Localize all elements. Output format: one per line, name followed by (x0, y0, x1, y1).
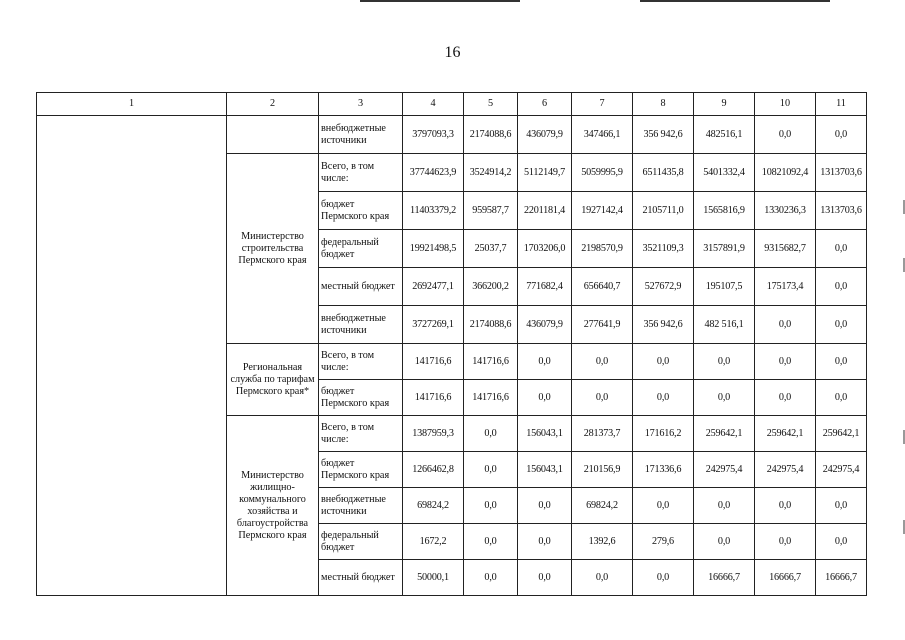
header-row (37, 93, 867, 116)
value-cell-col-4: 141716,6 (403, 380, 464, 416)
value-cell-col-4: 3727269,1 (403, 306, 464, 344)
value-cell-col-4: 11403379,2 (403, 192, 464, 230)
value-cell-col-6: 156043,1 (518, 416, 572, 452)
value-cell-col-5: 3524914,2 (464, 154, 518, 192)
organization-cell: Региональная служба по тарифам Пермского края* (227, 344, 319, 416)
value-cell-col-5: 366200,2 (464, 268, 518, 306)
value-cell-col-7: 210156,9 (572, 452, 633, 488)
value-cell-col-4: 1387959,3 (403, 416, 464, 452)
column-number-7: 7 (572, 93, 633, 116)
value-cell-col-11: 0,0 (816, 306, 867, 344)
value-cell-col-9: 16666,7 (694, 560, 755, 596)
value-cell-col-8: 0,0 (633, 344, 694, 380)
program-name-cell (37, 116, 227, 596)
value-cell-col-8: 279,6 (633, 524, 694, 560)
value-cell-col-6: 0,0 (518, 488, 572, 524)
column-number-8: 8 (633, 93, 694, 116)
value-cell-col-5: 0,0 (464, 488, 518, 524)
column-number-4: 4 (403, 93, 464, 116)
organization-cell: Министерство строительства Пермского края (227, 154, 319, 344)
value-cell-col-5: 141716,6 (464, 380, 518, 416)
column-number-6: 6 (518, 93, 572, 116)
value-cell-col-11: 242975,4 (816, 452, 867, 488)
page-number: 16 (444, 44, 461, 61)
organization-cell (227, 116, 319, 154)
top-rule-left (360, 0, 520, 2)
value-cell-col-10: 259642,1 (755, 416, 816, 452)
value-cell-col-6: 1703206,0 (518, 230, 572, 268)
value-cell-col-4: 19921498,5 (403, 230, 464, 268)
funding-source-label: Всего, в том числе: (319, 154, 403, 192)
value-cell-col-9: 0,0 (694, 344, 755, 380)
value-cell-col-4: 1672,2 (403, 524, 464, 560)
value-cell-col-9: 0,0 (694, 380, 755, 416)
value-cell-col-7: 0,0 (572, 560, 633, 596)
value-cell-col-9: 259642,1 (694, 416, 755, 452)
value-cell-col-8: 0,0 (633, 560, 694, 596)
value-cell-col-4: 3797093,3 (403, 116, 464, 154)
value-cell-col-11: 0,0 (816, 488, 867, 524)
value-cell-col-10: 0,0 (755, 306, 816, 344)
value-cell-col-9: 242975,4 (694, 452, 755, 488)
value-cell-col-9: 482 516,1 (694, 306, 755, 344)
value-cell-col-5: 0,0 (464, 416, 518, 452)
value-cell-col-5: 0,0 (464, 524, 518, 560)
value-cell-col-9: 0,0 (694, 524, 755, 560)
value-cell-col-4: 37744623,9 (403, 154, 464, 192)
organization-cell: Министерство жилищно-коммунального хозяйства и благоустройства Пермского края (227, 416, 319, 596)
funding-source-label: бюджет Пермского края (319, 452, 403, 488)
value-cell-col-8: 356 942,6 (633, 306, 694, 344)
value-cell-col-9: 0,0 (694, 488, 755, 524)
column-number-1: 1 (37, 93, 227, 116)
value-cell-col-9: 1565816,9 (694, 192, 755, 230)
value-cell-col-6: 0,0 (518, 344, 572, 380)
value-cell-col-10: 0,0 (755, 524, 816, 560)
value-cell-col-6: 771682,4 (518, 268, 572, 306)
value-cell-col-7: 69824,2 (572, 488, 633, 524)
value-cell-col-7: 277641,9 (572, 306, 633, 344)
value-cell-col-9: 5401332,4 (694, 154, 755, 192)
value-cell-col-11: 0,0 (816, 344, 867, 380)
value-cell-col-5: 0,0 (464, 560, 518, 596)
value-cell-col-7: 347466,1 (572, 116, 633, 154)
funding-source-label: бюджет Пермского края (319, 380, 403, 416)
value-cell-col-10: 0,0 (755, 380, 816, 416)
value-cell-col-10: 175173,4 (755, 268, 816, 306)
value-cell-col-7: 656640,7 (572, 268, 633, 306)
budget-table (36, 92, 867, 596)
value-cell-col-10: 1330236,3 (755, 192, 816, 230)
value-cell-col-6: 0,0 (518, 560, 572, 596)
value-cell-col-11: 16666,7 (816, 560, 867, 596)
value-cell-col-4: 1266462,8 (403, 452, 464, 488)
value-cell-col-10: 0,0 (755, 488, 816, 524)
column-number-9: 9 (694, 93, 755, 116)
value-cell-col-11: 0,0 (816, 116, 867, 154)
value-cell-col-4: 2692477,1 (403, 268, 464, 306)
funding-source-label: Всего, в том числе: (319, 344, 403, 380)
value-cell-col-10: 16666,7 (755, 560, 816, 596)
value-cell-col-5: 2174088,6 (464, 306, 518, 344)
funding-source-label: федеральный бюджет (319, 524, 403, 560)
funding-source-label: местный бюджет (319, 268, 403, 306)
value-cell-col-7: 1392,6 (572, 524, 633, 560)
value-cell-col-11: 1313703,6 (816, 192, 867, 230)
value-cell-col-10: 242975,4 (755, 452, 816, 488)
value-cell-col-5: 141716,6 (464, 344, 518, 380)
value-cell-col-5: 25037,7 (464, 230, 518, 268)
column-number-2: 2 (227, 93, 319, 116)
funding-source-label: местный бюджет (319, 560, 403, 596)
column-number-11: 11 (816, 93, 867, 116)
value-cell-col-5: 959587,7 (464, 192, 518, 230)
funding-source-label: внебюджетные источники (319, 306, 403, 344)
value-cell-col-6: 436079,9 (518, 306, 572, 344)
top-rule-right (640, 0, 830, 2)
value-cell-col-8: 171336,6 (633, 452, 694, 488)
value-cell-col-11: 0,0 (816, 230, 867, 268)
value-cell-col-9: 3157891,9 (694, 230, 755, 268)
value-cell-col-6: 0,0 (518, 380, 572, 416)
value-cell-col-8: 6511435,8 (633, 154, 694, 192)
column-number-3: 3 (319, 93, 403, 116)
value-cell-col-4: 141716,6 (403, 344, 464, 380)
value-cell-col-11: 259642,1 (816, 416, 867, 452)
value-cell-col-8: 0,0 (633, 380, 694, 416)
value-cell-col-7: 5059995,9 (572, 154, 633, 192)
value-cell-col-4: 69824,2 (403, 488, 464, 524)
value-cell-col-8: 527672,9 (633, 268, 694, 306)
funding-source-label: внебюджетные источники (319, 116, 403, 154)
value-cell-col-10: 0,0 (755, 116, 816, 154)
value-cell-col-6: 436079,9 (518, 116, 572, 154)
value-cell-col-8: 3521109,3 (633, 230, 694, 268)
funding-source-label: внебюджетные источники (319, 488, 403, 524)
value-cell-col-8: 356 942,6 (633, 116, 694, 154)
value-cell-col-11: 0,0 (816, 380, 867, 416)
value-cell-col-5: 0,0 (464, 452, 518, 488)
value-cell-col-8: 0,0 (633, 488, 694, 524)
value-cell-col-8: 2105711,0 (633, 192, 694, 230)
value-cell-col-7: 0,0 (572, 344, 633, 380)
value-cell-col-10: 0,0 (755, 344, 816, 380)
value-cell-col-7: 2198570,9 (572, 230, 633, 268)
funding-source-label: бюджет Пермского края (319, 192, 403, 230)
value-cell-col-6: 5112149,7 (518, 154, 572, 192)
value-cell-col-11: 1313703,6 (816, 154, 867, 192)
value-cell-col-6: 0,0 (518, 524, 572, 560)
value-cell-col-9: 482516,1 (694, 116, 755, 154)
column-number-10: 10 (755, 93, 816, 116)
value-cell-col-11: 0,0 (816, 268, 867, 306)
value-cell-col-10: 10821092,4 (755, 154, 816, 192)
value-cell-col-5: 2174088,6 (464, 116, 518, 154)
value-cell-col-7: 1927142,4 (572, 192, 633, 230)
value-cell-col-11: 0,0 (816, 524, 867, 560)
value-cell-col-7: 281373,7 (572, 416, 633, 452)
value-cell-col-6: 2201181,4 (518, 192, 572, 230)
value-cell-col-4: 50000,1 (403, 560, 464, 596)
funding-source-label: федеральный бюджет (319, 230, 403, 268)
value-cell-col-9: 195107,5 (694, 268, 755, 306)
value-cell-col-10: 9315682,7 (755, 230, 816, 268)
value-cell-col-8: 171616,2 (633, 416, 694, 452)
value-cell-col-6: 156043,1 (518, 452, 572, 488)
table-row (37, 116, 867, 154)
column-number-5: 5 (464, 93, 518, 116)
value-cell-col-7: 0,0 (572, 380, 633, 416)
funding-source-label: Всего, в том числе: (319, 416, 403, 452)
